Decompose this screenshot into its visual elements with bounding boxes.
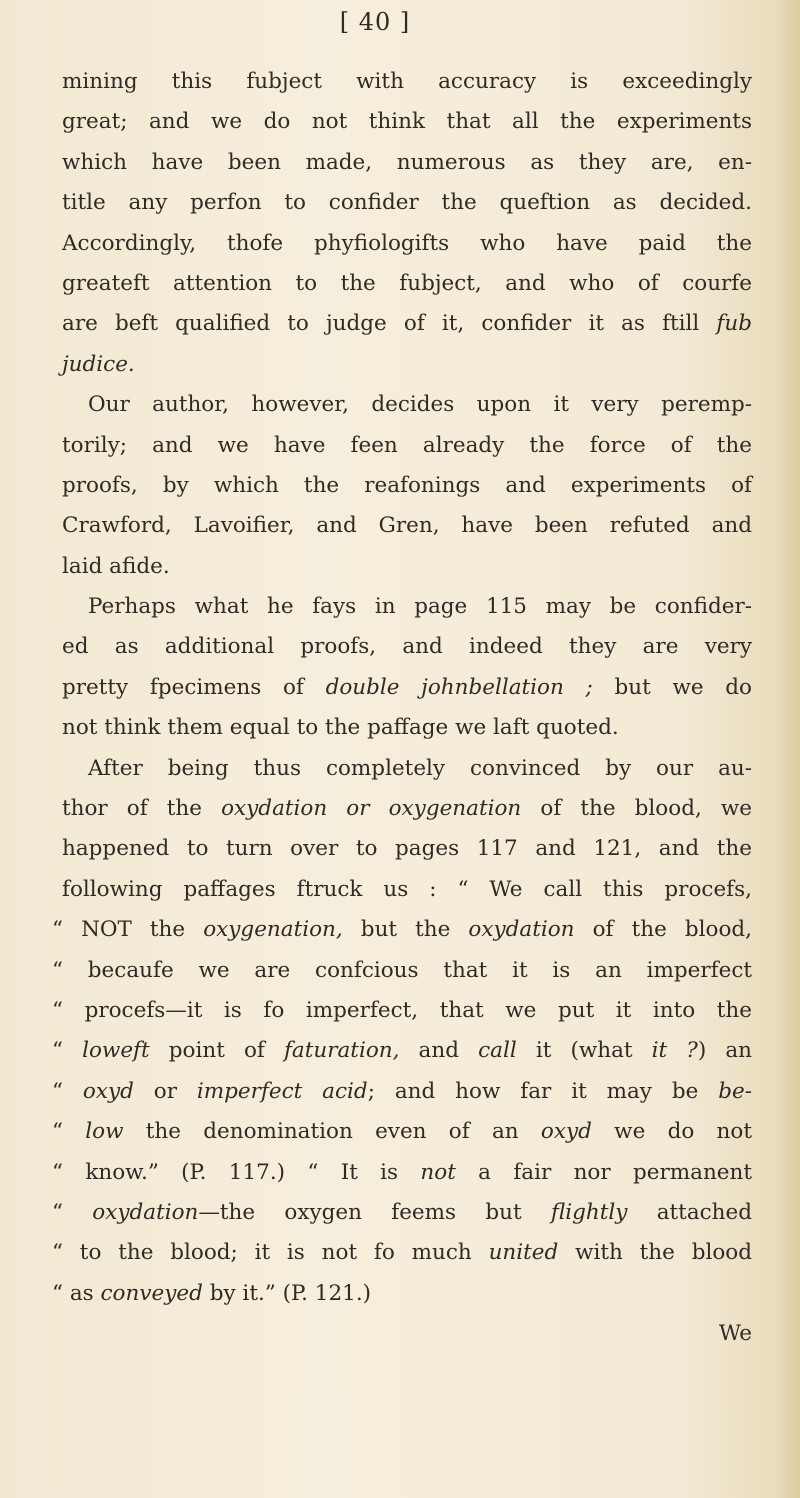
text-segment: We [718,1321,752,1347]
page-header [0,8,800,36]
text-segment: “ becaufe we are confcious that it is an imperfect [52,957,752,983]
text-segment: but the [342,917,469,943]
text-line [62,62,752,102]
text-segment: by it.” (P. 121.) [202,1280,372,1306]
italic-text: low [85,1119,124,1145]
text-line [52,991,752,1031]
text-segment: pretty fpecimens of [62,674,326,700]
text-line [62,345,752,385]
text-segment: happened to turn over to pages 117 and 121, and the [62,836,752,862]
text-line [62,749,752,789]
italic-text: oxyd [82,1078,134,1104]
text-line [62,627,752,667]
text-segment: great; and we do not think that all the experiments [62,109,752,135]
text-line [62,426,752,466]
text-segment: point of [149,1038,284,1064]
italic-text: judice. [62,351,135,377]
text-segment: title any perfon to confider the queftion as decided. [62,190,752,216]
italic-text: oxygenation, [203,917,343,943]
text-line [62,466,752,506]
text-line [62,143,752,183]
text-segment: but we do [592,674,753,700]
text-segment: of the blood, [574,917,752,943]
italic-text: not [420,1159,456,1185]
text-segment: “ [52,1199,93,1225]
page-number: [ 40 ] [339,8,411,36]
italic-text: it ? [651,1038,698,1064]
text-line [52,1112,752,1152]
text-segment: attached [627,1199,753,1225]
italic-text: oxydation [92,1199,199,1225]
text-segment: thor of the [62,796,222,822]
body-text [52,62,753,1355]
text-segment: “ know.” (P. 117.) “ It is [52,1159,421,1185]
text-line [52,1153,752,1193]
text-line [62,224,752,264]
text-line [52,910,752,950]
text-line [62,264,752,304]
italic-text: oxydation or oxygenation [221,796,522,822]
text-segment: are beft qualified to judge of it, confider it as ftill [62,311,717,337]
text-segment: “ procefs—it is fo imperfect, that we put it into the [52,997,752,1023]
text-line [52,1233,752,1273]
text-line [52,951,752,991]
text-segment: “ as [52,1280,101,1306]
italic-text: faturation, [283,1038,400,1064]
italic-text: united [488,1240,559,1266]
text-line [62,183,752,223]
italic-text: loweft [82,1038,150,1064]
text-line [52,1072,752,1112]
text-line [62,506,752,546]
text-segment: with the blood [558,1240,752,1266]
text-segment: we do not [591,1119,752,1145]
text-line [62,385,752,425]
text-line [52,1193,753,1233]
text-segment: “ [52,1078,83,1104]
italic-text: conveyed [100,1280,203,1306]
text-segment: ; and how far it may be [367,1078,719,1104]
text-line [62,829,752,869]
text-segment: After being thus completely convinced by our au- [88,755,752,781]
text-segment: torily; and we have feen already the force of the [62,432,752,458]
text-segment: Crawford, Lavoifier, and Gren, have been refuted and [62,513,752,539]
text-segment: and [399,1038,479,1064]
text-segment: not think them equal to the paffage we laft quoted. [62,715,619,741]
text-segment: which have been made, numerous as they are, en- [62,149,752,175]
text-segment: Our author, however, decides upon it very peremp- [88,392,752,418]
text-segment: greateft attention to the fubject, and who of courfe [62,270,752,296]
italic-text: flightly [550,1199,628,1225]
text-segment: of the blood, we [521,796,753,822]
text-line [62,547,752,587]
italic-text: be- [718,1078,752,1104]
text-segment: mining this fubject with accuracy is exceedingly [62,69,752,94]
text-segment: or [133,1078,197,1104]
text-line [62,668,752,708]
text-segment: following paffages ftruck us : “ We call this procefs, [62,876,752,902]
text-line [62,102,752,142]
text-segment: “ [52,1038,83,1064]
text-line [52,1274,752,1314]
text-line [62,789,752,829]
italic-text: imperfect acid [196,1078,368,1104]
text-segment: “ [52,1119,86,1145]
text-segment: a fair nor permanent [455,1159,752,1185]
text-segment: “ NOT the [52,917,204,943]
italic-text: oxydation [468,917,575,943]
text-segment: the denomination even of an [123,1119,541,1145]
text-segment: laid afide. [62,553,170,579]
text-segment: it (what [516,1038,652,1064]
text-line [52,1031,752,1071]
text-segment: “ to the blood; it is not fo much [52,1240,489,1266]
italic-text: oxyd [540,1119,592,1145]
text-segment: —the oxygen feems but [198,1199,551,1225]
text-segment: ed as additional proofs, and indeed they are very [62,634,752,660]
text-segment: Perhaps what he fays in page 115 may be confider- [88,594,752,620]
text-segment: proofs, by which the reafonings and experiments of [62,472,752,498]
text-line [62,304,752,344]
text-segment: ) an [697,1038,752,1064]
text-segment: Accordingly, thofe phyfiologifts who have paid the [62,230,752,256]
italic-text: call [478,1038,517,1064]
text-line [62,708,752,748]
text-line [62,1314,752,1354]
italic-text: double johnbellation ; [325,674,593,700]
italic-text: fub [716,311,752,337]
text-line [62,870,752,910]
text-line [62,587,752,627]
